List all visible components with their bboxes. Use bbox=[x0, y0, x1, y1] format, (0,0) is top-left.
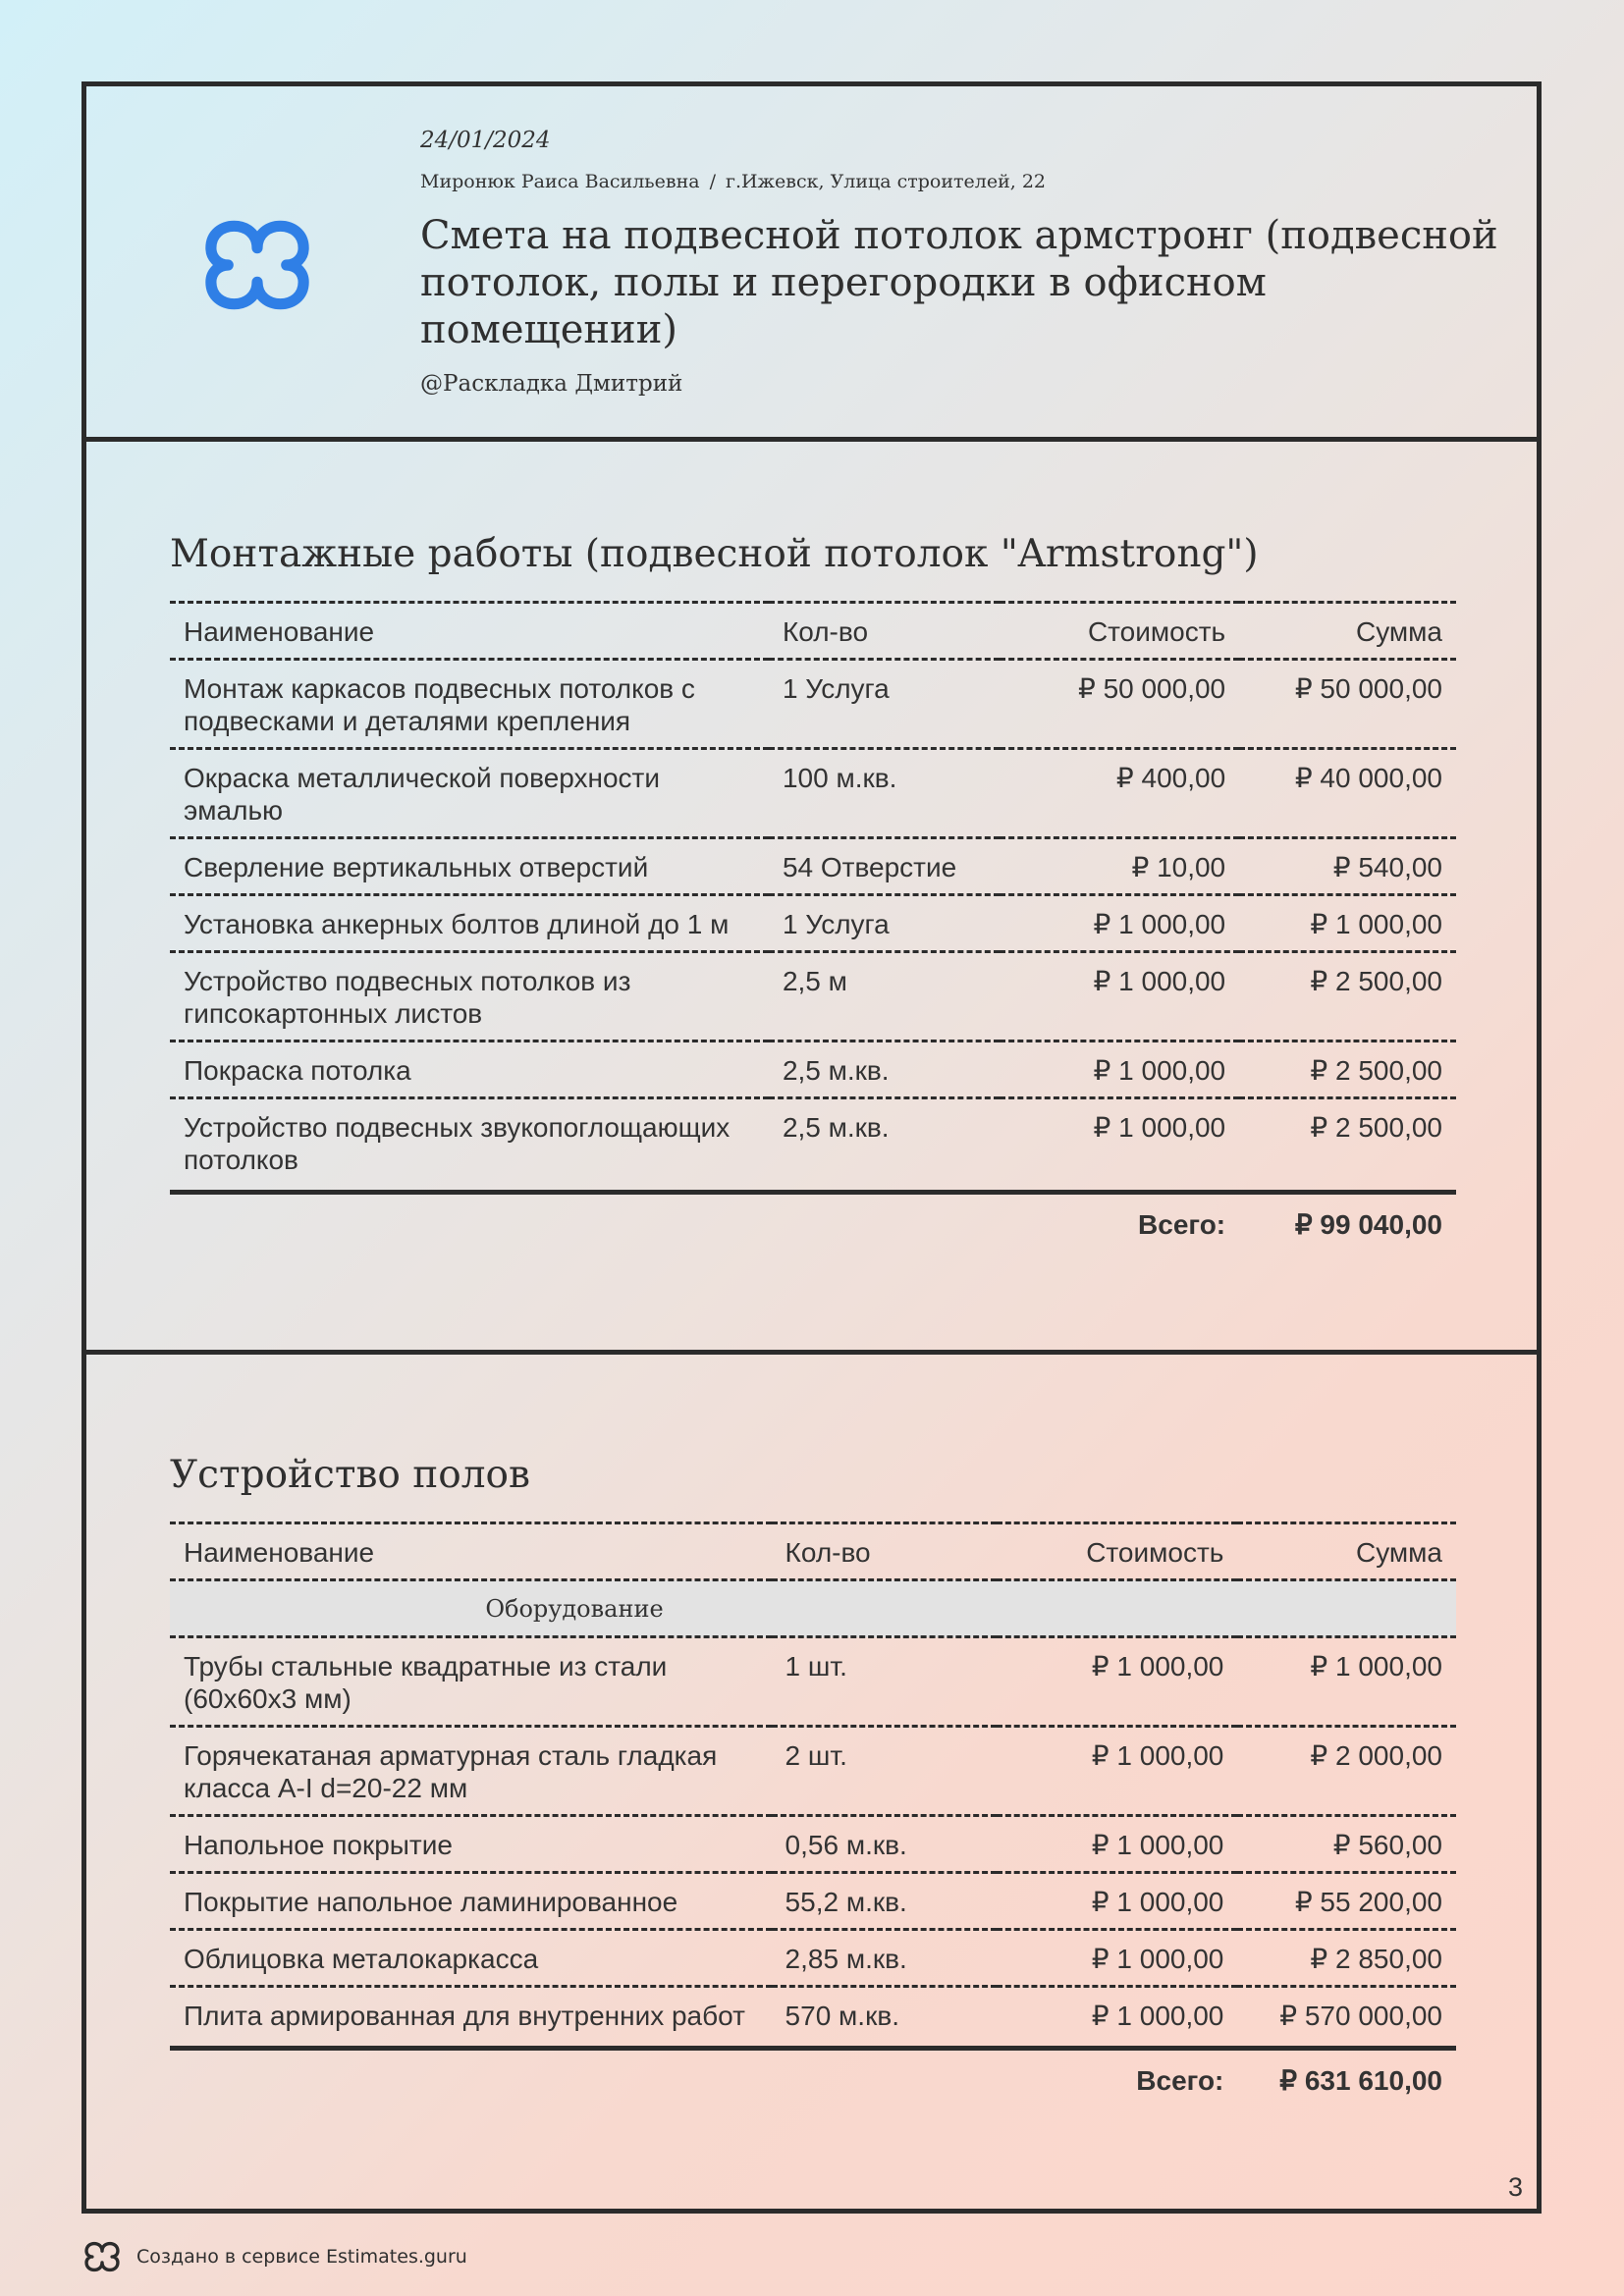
cell-price: ₽ 1 000,00 bbox=[1000, 895, 1239, 952]
cell-qty: 54 Отверстие bbox=[769, 838, 1000, 895]
client-name: Миронюк Раиса Васильевна bbox=[420, 171, 700, 192]
cell-qty: 0,56 м.кв. bbox=[772, 1816, 997, 1873]
cell-price: ₽ 1 000,00 bbox=[997, 1987, 1237, 2049]
column-header-sum: Сумма bbox=[1237, 1523, 1456, 1580]
table-row bbox=[170, 895, 1456, 952]
total-label: Всего: bbox=[997, 2049, 1237, 2108]
column-header-price: Стоимость bbox=[997, 1523, 1237, 1580]
cell-qty: 570 м.кв. bbox=[772, 1987, 997, 2049]
total-value: ₽ 99 040,00 bbox=[1239, 1193, 1456, 1252]
table-row bbox=[170, 1727, 1456, 1816]
section-installation bbox=[86, 442, 1537, 1355]
cell-sum: ₽ 55 200,00 bbox=[1237, 1873, 1456, 1930]
cell-price: ₽ 1 000,00 bbox=[997, 1727, 1237, 1816]
estimates-guru-logo-icon bbox=[196, 204, 318, 326]
cell-qty: 2,5 м bbox=[769, 952, 1000, 1041]
cell-sum: ₽ 560,00 bbox=[1237, 1816, 1456, 1873]
column-header-qty: Кол-во bbox=[772, 1523, 997, 1580]
cell-qty: 55,2 м.кв. bbox=[772, 1873, 997, 1930]
cell-name: Устройство подвесных потолков из гипсокартонных листов bbox=[170, 952, 769, 1041]
table-body bbox=[170, 660, 1456, 1193]
cell-name: Напольное покрытие bbox=[170, 1816, 772, 1873]
cell-price: ₽ 10,00 bbox=[1000, 838, 1239, 895]
cell-name: Покраска потолка bbox=[170, 1041, 769, 1098]
footer-text: Создано в сервисе Estimates.guru bbox=[136, 2246, 467, 2268]
cell-qty: 2,5 м.кв. bbox=[769, 1041, 1000, 1098]
table-row bbox=[170, 660, 1456, 749]
estimates-guru-logo-icon bbox=[81, 2236, 123, 2277]
total-row bbox=[170, 1193, 1456, 1252]
table-row bbox=[170, 1930, 1456, 1987]
table-row bbox=[170, 838, 1456, 895]
cell-qty: 2,5 м.кв. bbox=[769, 1098, 1000, 1193]
cell-sum: ₽ 50 000,00 bbox=[1239, 660, 1456, 749]
category-label: Оборудование bbox=[170, 1580, 1456, 1637]
cell-sum: ₽ 570 000,00 bbox=[1237, 1987, 1456, 2049]
total-label: Всего: bbox=[1000, 1193, 1239, 1252]
cell-name: Облицовка металокаркасса bbox=[170, 1930, 772, 1987]
client-address: г.Ижевск, Улица строителей, 22 bbox=[725, 171, 1047, 192]
document-title: Смета на подвесной потолок армстронг (подвесной потолок, полы и перегородки в офисном помещении) bbox=[420, 213, 1498, 352]
column-header-sum: Сумма bbox=[1239, 603, 1456, 660]
document-date: 24/01/2024 bbox=[420, 128, 551, 153]
document-header bbox=[86, 86, 1537, 442]
page-number: 3 bbox=[1507, 2172, 1523, 2202]
cell-name: Монтаж каркасов подвесных потолков с подвесками и деталями крепления bbox=[170, 660, 769, 749]
cell-name: Установка анкерных болтов длиной до 1 м bbox=[170, 895, 769, 952]
cell-price: ₽ 50 000,00 bbox=[1000, 660, 1239, 749]
client-info bbox=[420, 171, 1510, 192]
estimate-table bbox=[170, 601, 1456, 1251]
cell-price: ₽ 1 000,00 bbox=[997, 1816, 1237, 1873]
cell-price: ₽ 1 000,00 bbox=[1000, 1098, 1239, 1193]
column-header-name: Наименование bbox=[170, 603, 769, 660]
separator: / bbox=[709, 171, 716, 192]
table-row bbox=[170, 1637, 1456, 1727]
column-header-name: Наименование bbox=[170, 1523, 772, 1580]
column-header-price: Стоимость bbox=[1000, 603, 1239, 660]
cell-price: ₽ 1 000,00 bbox=[997, 1637, 1237, 1727]
table-row bbox=[170, 1041, 1456, 1098]
cell-sum: ₽ 40 000,00 bbox=[1239, 749, 1456, 838]
table-row bbox=[170, 1816, 1456, 1873]
cell-name: Трубы стальные квадратные из стали (60x60x3 мм) bbox=[170, 1637, 772, 1727]
document-frame bbox=[81, 81, 1542, 2214]
cell-price: ₽ 400,00 bbox=[1000, 749, 1239, 838]
column-header-qty: Кол-во bbox=[769, 603, 1000, 660]
cell-qty: 1 Услуга bbox=[769, 895, 1000, 952]
cell-name: Окраска металлической поверхности эмалью bbox=[170, 749, 769, 838]
cell-qty: 100 м.кв. bbox=[769, 749, 1000, 838]
cell-price: ₽ 1 000,00 bbox=[997, 1873, 1237, 1930]
table-header-row bbox=[170, 1523, 1456, 1580]
section-floors bbox=[86, 1360, 1537, 2209]
cell-price: ₽ 1 000,00 bbox=[997, 1930, 1237, 1987]
author: @Раскладка Дмитрий bbox=[420, 371, 683, 397]
table-body bbox=[170, 1580, 1456, 2049]
cell-name: Покрытие напольное ламинированное bbox=[170, 1873, 772, 1930]
section-title: Монтажные работы (подвесной потолок "Armstrong") bbox=[170, 532, 1259, 576]
footer bbox=[81, 2236, 467, 2277]
section-title: Устройство полов bbox=[170, 1453, 530, 1497]
table-row bbox=[170, 952, 1456, 1041]
cell-qty: 2,85 м.кв. bbox=[772, 1930, 997, 1987]
cell-sum: ₽ 2 500,00 bbox=[1239, 1098, 1456, 1193]
cell-sum: ₽ 2 000,00 bbox=[1237, 1727, 1456, 1816]
cell-sum: ₽ 1 000,00 bbox=[1239, 895, 1456, 952]
estimate-table bbox=[170, 1522, 1456, 2107]
cell-sum: ₽ 2 500,00 bbox=[1239, 952, 1456, 1041]
cell-qty: 2 шт. bbox=[772, 1727, 997, 1816]
cell-sum: ₽ 2 500,00 bbox=[1239, 1041, 1456, 1098]
cell-name: Сверление вертикальных отверстий bbox=[170, 838, 769, 895]
cell-name: Горячекатаная арматурная сталь гладкая класса A-I d=20-22 мм bbox=[170, 1727, 772, 1816]
total-value: ₽ 631 610,00 bbox=[1237, 2049, 1456, 2108]
category-row bbox=[170, 1580, 1456, 1637]
cell-qty: 1 шт. bbox=[772, 1637, 997, 1727]
cell-price: ₽ 1 000,00 bbox=[1000, 1041, 1239, 1098]
table-row bbox=[170, 1873, 1456, 1930]
cell-sum: ₽ 540,00 bbox=[1239, 838, 1456, 895]
cell-name: Устройство подвесных звукопоглощающих потолков bbox=[170, 1098, 769, 1193]
cell-sum: ₽ 1 000,00 bbox=[1237, 1637, 1456, 1727]
table-row bbox=[170, 1098, 1456, 1193]
table-row bbox=[170, 1987, 1456, 2049]
cell-qty: 1 Услуга bbox=[769, 660, 1000, 749]
cell-sum: ₽ 2 850,00 bbox=[1237, 1930, 1456, 1987]
table-row bbox=[170, 749, 1456, 838]
table-header-row bbox=[170, 603, 1456, 660]
cell-name: Плита армированная для внутренних работ bbox=[170, 1987, 772, 2049]
total-row bbox=[170, 2049, 1456, 2108]
cell-price: ₽ 1 000,00 bbox=[1000, 952, 1239, 1041]
